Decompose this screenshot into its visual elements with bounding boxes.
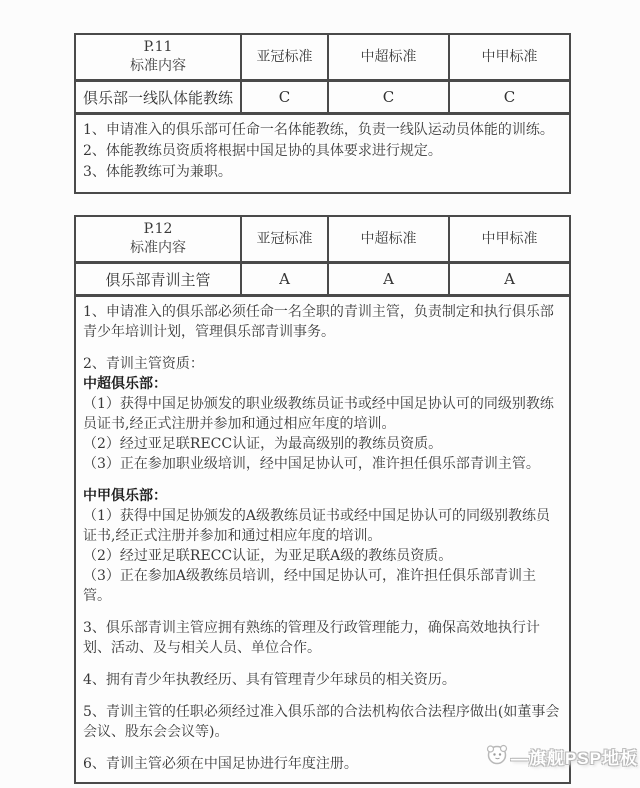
table-p12-code: P.12 [143, 221, 173, 237]
note-line: 2、体能教练员资质将根据中国足协的具体要求进行规定。 [83, 143, 442, 159]
watermark-text: —旗舰PSP地板 [510, 748, 638, 768]
table-p12-notes-cell [75, 296, 570, 784]
table-p11-row-label: 俱乐部一线队体能教练 [75, 81, 241, 114]
standards-table-p12 [74, 215, 571, 784]
table-p11-grade-cl1: C [449, 81, 570, 114]
cl1-requirement-1: （1）获得中国足协颁发的A级教练员证书或经中国足协认可的同级别教练员证书,经正式注册并参加和通过相应年度的培训。 [83, 508, 551, 544]
table-p11-col-header-csl: 中超标准 [328, 34, 449, 81]
note-paragraph-5: 5、青训主管的任职必须经过准入俱乐部的合法机构依合法程序做出(如董事会会议、股东会会议等)。 [83, 704, 560, 740]
csl-club-heading: 中超俱乐部： [83, 376, 167, 392]
table-p12-grade-cl1: A [449, 263, 570, 296]
table-p12-header-row [75, 216, 570, 263]
mascot-face-icon [483, 742, 509, 770]
table-p11-code-sub: 标准内容 [130, 58, 186, 74]
note-line: 1、申请准入的俱乐部可任命一名体能教练，负责一线队运动员体能的训练。 [83, 122, 554, 138]
table-p12-col-header-afc: 亚冠标准 [241, 216, 328, 263]
standards-table-p11 [74, 33, 571, 194]
table-p11-col-header-cl1: 中甲标准 [449, 34, 570, 81]
table-p12-notes-row [75, 296, 570, 784]
note-paragraph-6: 6、青训主管必须在中国足协进行年度注册。 [83, 756, 358, 772]
table-p11-grade-csl: C [328, 81, 449, 114]
table-p11-grade-row [75, 81, 570, 114]
table-p12-grade-row [75, 263, 570, 296]
csl-requirement-2: （2）经过亚足联RECC认证，为最高级别的教练员资质。 [83, 436, 443, 452]
note-paragraph-2-title: 2、青训主管资质： [83, 356, 204, 372]
watermark [483, 742, 638, 770]
table-p11-notes-cell [75, 114, 570, 194]
table-p11-code: P.11 [143, 39, 173, 55]
note-line: 3、体能教练可为兼职。 [83, 164, 232, 180]
table-p11-col-header-afc: 亚冠标准 [241, 34, 328, 81]
note-paragraph-3: 3、俱乐部青训主管应拥有熟练的管理及行政管理能力，确保高效地执行计划、活动、及与相关人员、单位合作。 [83, 620, 540, 656]
note-paragraph-4: 4、拥有青少年执教经历、具有管理青少年球员的相关资历。 [83, 672, 456, 688]
note-paragraph-1: 1、申请准入的俱乐部必须任命一名全职的青训主管，负责制定和执行俱乐部青少年培训计划，管理俱乐部青训事务。 [83, 304, 554, 340]
cl1-requirement-3: （3）正在参加A级教练员培训，经中国足协认可，准许担任俱乐部青训主管。 [83, 568, 537, 604]
table-p11-code-cell [75, 34, 241, 81]
table-p12-col-header-csl: 中超标准 [328, 216, 449, 263]
csl-requirement-1: （1）获得中国足协颁发的职业级教练员证书或经中国足协认可的同级别教练员证书,经正式注册并参加和通过相应年度的培训。 [83, 396, 554, 432]
csl-requirement-3: （3）正在参加职业级培训，经中国足协认可，准许担任俱乐部青训主管。 [83, 456, 540, 472]
table-p12-col-header-cl1: 中甲标准 [449, 216, 570, 263]
table-p12-row-label: 俱乐部青训主管 [75, 263, 241, 296]
cl1-requirement-2: （2）经过亚足联RECC认证，为亚足联A级的教练员资质。 [83, 548, 453, 564]
cl1-club-heading: 中甲俱乐部： [83, 488, 167, 504]
table-p12-grade-csl: A [328, 263, 449, 296]
table-p12-code-cell [75, 216, 241, 263]
table-p11-notes-row [75, 114, 570, 194]
table-p11-header-row [75, 34, 570, 81]
table-p12-code-sub: 标准内容 [130, 240, 186, 256]
table-p11-grade-afc: C [241, 81, 328, 114]
table-p12-grade-afc: A [241, 263, 328, 296]
